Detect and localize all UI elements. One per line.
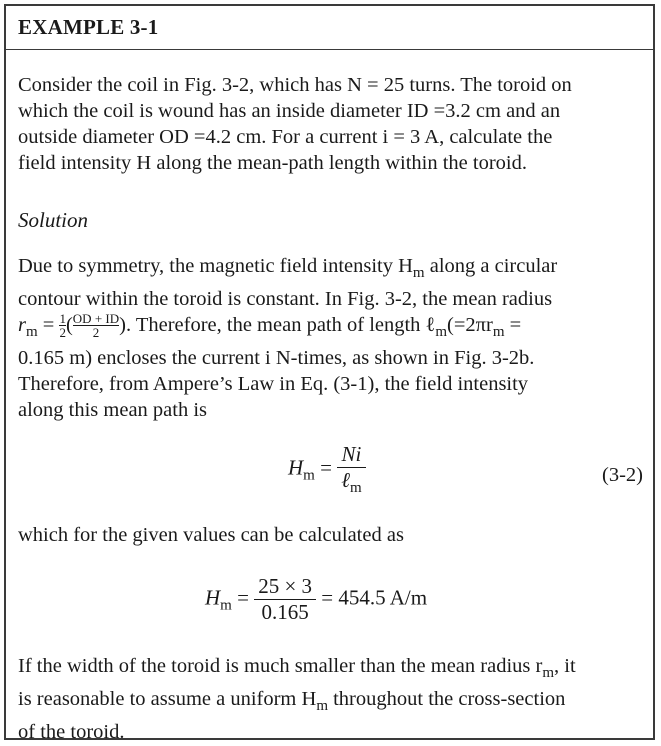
subscript: m [542,665,554,682]
solution-text: Due to symmetry, the magnetic field intensity H [18,255,413,277]
solution-text: , it [554,655,576,677]
math-text: = [37,314,60,337]
solution-text: throughout the cross-section [327,688,566,711]
solution-text: . Therefore, the mean path of length ℓ [125,314,436,337]
equation-computation [205,574,427,625]
subscript: m [220,597,232,614]
problem-line: which the coil is wound has an inside diameter ID =3.2 cm and an [18,100,561,122]
solution-text: (=2πr [447,314,493,337]
solution-text: of the toroid. [18,721,125,744]
subscript: m [303,467,315,484]
example-title: EXAMPLE 3-1 [18,15,159,39]
example-box [4,4,655,744]
subscript: m [25,324,38,341]
solution-paragraph-2 [18,522,644,548]
half-numerator: 1 [59,311,66,327]
ell-symbol: ℓ [341,468,350,492]
eq-lhs: H [288,455,304,480]
eq-lhs: H [205,585,221,610]
eq-fraction [337,442,365,497]
solution-text: = [504,314,522,337]
problem-line: field intensity H along the mean-path length within the toroid. [18,152,527,174]
subscript: m [316,698,328,715]
half-fraction [59,312,66,339]
solution-paragraph-3 [18,653,644,745]
mean-diameter-fraction [73,312,119,339]
equation-number: (3-2) [602,464,643,486]
problem-statement [18,72,644,176]
half-denominator: 2 [59,325,66,341]
solution-text: 0.165 m) encloses the current i N-times, as shown in Fig. 3-2b. [18,347,535,370]
example-header [6,6,653,50]
eq-equals: = [320,455,332,480]
eq-numerator: 25 × 3 [258,574,313,598]
solution-text: along a circular [424,255,558,277]
eq-result: = 454.5 A/m [321,585,428,610]
eq-numerator: Ni [341,442,362,466]
equation-3-2 [288,442,366,497]
eq-denominator [337,467,365,497]
solution-heading: Solution [18,208,89,232]
subscript: m [435,324,448,341]
eq-fraction [254,574,316,625]
eq-denominator: 0.165 [254,599,316,625]
solution-text: If the width of the toroid is much smaller than the mean radius r [18,655,543,677]
subscript: m [492,324,505,341]
subscript: m [412,265,425,282]
problem-line: outside diameter OD =4.2 cm. For a current i = 3 A, calculate the [18,126,553,148]
eq-equals: = [237,585,249,610]
solution-text: which for the given values can be calculated as [18,524,404,546]
subscript: m [349,480,362,497]
solution-text: Therefore, from Ampere’s Law in Eq. (3-1), the field intensity [18,373,529,396]
solution-text: contour within the toroid is constant. In Fig. 3-2, the mean radius [18,288,553,311]
problem-line: Consider the coil in Fig. 3-2, which has N = 25 turns. The toroid on [18,74,572,96]
solution-paragraph-1: Due to symmetry, the magnetic field intensity $H_m$ along a circular contour within the toroid is constant. In Fig. 3-2, the mean radius $r_m$ = $\frac{1}{2}$ ( $\frac{OD + ID}{2}$ ). Therefore, the mean path of length $\ell_m(=2\pi r_m$ = 0.165 m) encloses the current i N-times, as shown in Fig. 3-2b. Therefore, from Ampere’s Law in Eq. (3-1), the field intensity along this mean path is [18,253,644,423]
fraction-numerator: OD + ID [72,311,120,327]
solution-text: is reasonable to assume a uniform H [18,688,317,711]
solution-text: along this mean path is [18,399,208,422]
fraction-denominator: 2 [73,325,119,339]
math-var: r [18,314,26,337]
